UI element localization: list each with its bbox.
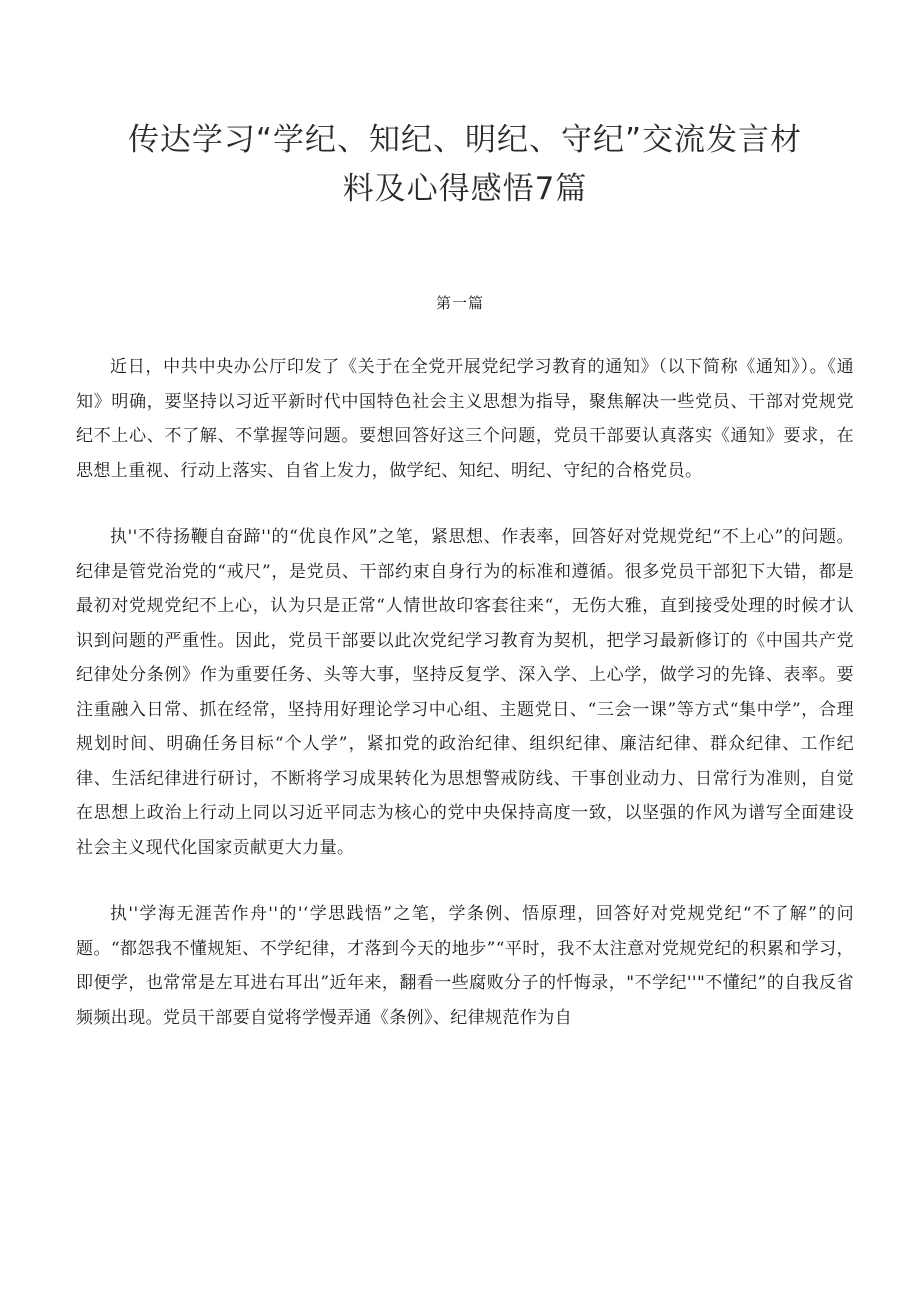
document-body (76, 350, 854, 1067)
title-line-1: 传达学习“学纪、知纪、明纪、守纪”交流发言材 (127, 122, 803, 158)
title-line-2: 料及心得感悟7篇 (342, 171, 588, 207)
paragraph-2: 执''不待扬鞭自奋蹄''的“优良作风”之笔，紧思想、作表率，回答好对党规党纪“不上心”的问题。纪律是管党治党的“戒尺”，是党员、干部约束自身行为的标准和遵循。很多党员干部犯下大错，都是最初对党规党纪不上心，认为只是正常“人情世故印客套往来“，无伤大雅，直到接受处理的时候才认识到问题的严重性。因此，党员干部要以此次党纪学习教育为契机，把学习最新修订的《中国共产党纪律处分条例》作为重要任务、头等大事，坚持反复学、深入学、上心学，做学习的先锋、表率。要注重融入日常、抓在经常，坚持用好理论学习中心组、主题党日、“三会一课”等方式“集中学”，合理规划时间、明确任务目标“个人学”，紧扣党的政治纪律、组织纪律、廉洁纪律、群众纪律、工作纪律、生活纪律进行研讨，不断将学习成果转化为思想警戒防线、干事创业动力、日常行为准则，自觉在思想上政治上行动上同以习近平同志为核心的党中央保持高度一致，以坚强的作风为谱写全面建设社会主义现代化国家贡献更大力量。 (76, 527, 854, 858)
paragraph-1: 近日，中共中央办公厅印发了《关于在全党开展党纪学习教育的通知》（以下简称《通知》）。《通知》明确，要坚持以习近平新时代中国特色社会主义思想为指导，聚焦解决一些党员、干部对党规党纪不上心、不了解、不掌握等问题。要想回答好这三个问题，党员干部要认真落实《通知》要求，在思想上重视、行动上落实、自省上发力，做学纪、知纪、明纪、守纪的合格党员。 (76, 357, 854, 481)
document-title (100, 116, 830, 214)
section-heading: 第一篇 (435, 294, 484, 312)
paragraph-3: 执''学海无涯苦作舟''的'‘学思践悟”之笔，学条例、悟原理，回答好对党规党纪“不了解”的问题。“都怨我不懂规矩、不学纪律，才落到今天的地步”“平时，我不太注意对党规党纪的积累和学习，即便学，也常常是左耳进右耳出”近年来，翻看一些腐败分子的忏悔录，"不学纪''"不懂纪”的自我反省频频出现。党员干部要自觉将学慢弄通《条例》、纪律规范作为自 (76, 904, 854, 1028)
